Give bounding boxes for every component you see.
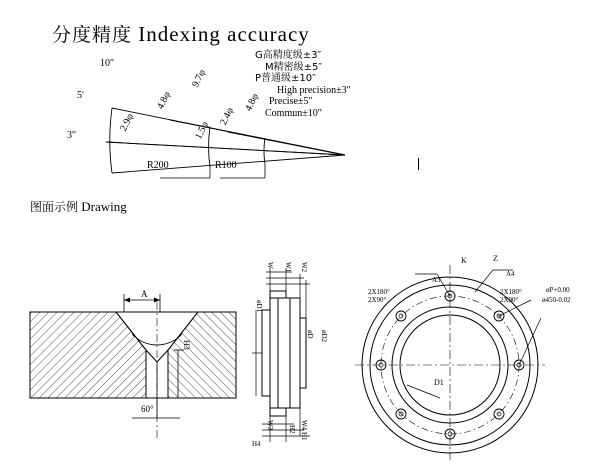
front-label-d1: øD1 [255, 300, 263, 313]
section-title-cn: 图面示例 [30, 200, 79, 214]
legend-line-precise: Precise±5″ [269, 96, 313, 107]
section-title-drawing [30, 198, 127, 215]
section-angle-label: 60° [141, 404, 154, 414]
plan-note-2x180-a: 2X180° [368, 288, 390, 296]
page-title-en: Indexing accuracy [138, 22, 310, 46]
legend-line-p: P普通级±10″ [255, 73, 316, 84]
front-label-w2: W2 [300, 262, 308, 273]
plan-note-2x180-b: 2X180° [500, 288, 522, 296]
section-dim-h3-label: H3 [182, 340, 191, 350]
front-label-w3: W3 [266, 420, 274, 431]
fan-angle-label-3s: 3″ [67, 130, 77, 141]
front-label-d: øD [306, 330, 314, 339]
front-label-d2: øD2 [320, 330, 328, 343]
section-dim-a-label: A [141, 289, 148, 299]
fan-arc-value-29: 2.9φ [118, 111, 137, 134]
section-detail-view [28, 290, 238, 450]
legend-line-g: G高精度级±3″ [255, 50, 322, 61]
accuracy-legend [255, 50, 435, 119]
fan-arc-value-48b: 4.8φ [243, 91, 262, 114]
front-label-h4: H4 [252, 440, 261, 448]
fan-radius-label-r200: R200 [147, 160, 169, 171]
fan-arc-value-48a: 4.8φ [155, 89, 174, 112]
plan-label-k: K [461, 256, 467, 265]
plan-note-2x90-b: 2X90° [500, 296, 519, 304]
plan-label-d1: D1 [434, 378, 444, 387]
fan-arc-value-24: 2.4φ [218, 105, 237, 128]
plan-label-z: Z [493, 254, 498, 263]
page-title [52, 20, 310, 47]
fan-arc-value-15: 1.5φ [193, 119, 212, 142]
legend-line-high-precision: High precision±3″ [277, 84, 351, 96]
plan-note-diameter-p: øP+0.00 [546, 286, 570, 294]
plan-note-2x90-a: 2X90° [368, 296, 387, 304]
fan-angle-label-5m: 5′ [77, 90, 85, 101]
legend-line-commun: Commun±10″ [265, 107, 322, 119]
section-title-en: Drawing [81, 199, 127, 214]
tick-mark-icon [418, 158, 419, 170]
front-section-view [252, 258, 332, 448]
plan-label-a3: A3 [432, 276, 441, 284]
front-label-w4: W4 [300, 420, 308, 431]
fan-radius-label-r100: R100 [215, 160, 237, 171]
legend-line-m: M精密级±5″ [265, 61, 323, 73]
plan-label-a4: A4 [506, 270, 515, 278]
fan-arc-value-97: 9.7φ [190, 67, 209, 90]
front-label-w1: W1 [284, 262, 292, 273]
fan-angle-label-10s: 10″ [100, 58, 115, 69]
page-title-cn: 分度精度 [52, 24, 133, 46]
front-label-w: W [266, 262, 274, 269]
plan-note-diameter-450: ø450-0.02 [542, 296, 571, 304]
front-label-h2: H2 [288, 425, 296, 434]
front-label-h1: H1 [300, 432, 308, 441]
